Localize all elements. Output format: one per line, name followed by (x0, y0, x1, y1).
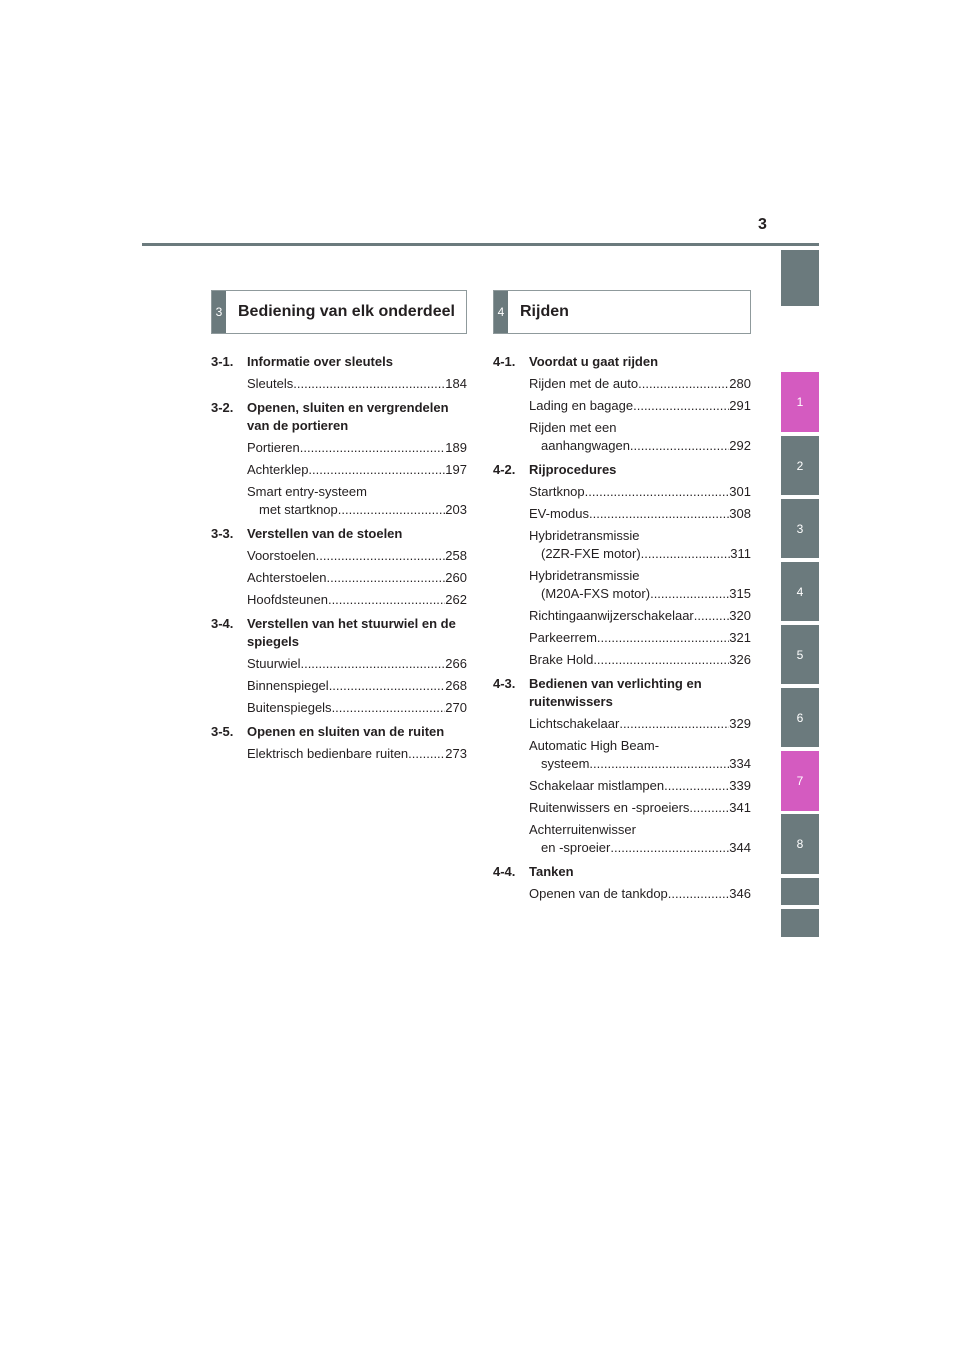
toc-entry[interactable] (247, 483, 467, 519)
header-rule (142, 243, 819, 246)
page-reference: 321 (729, 630, 751, 645)
entry-title: Hybridetransmissie (529, 568, 640, 583)
entry-title: Sleutels (247, 376, 294, 391)
dot-leader (630, 437, 729, 455)
toc-entry[interactable] (247, 569, 467, 587)
page-reference: 292 (729, 438, 751, 453)
section-title: Informatie over sleutels (247, 354, 393, 369)
chapter-column-4 (493, 290, 751, 903)
section-title: Voordat u gaat rijden (529, 354, 659, 369)
section-title: Verstellen van de stoelen (247, 526, 403, 541)
entry-title: Voorstoelen (247, 548, 316, 563)
entry-title: Rijden met de auto (529, 376, 639, 391)
toc-entry[interactable] (529, 651, 751, 669)
dot-leader (610, 839, 729, 857)
entry-title-continued (529, 755, 751, 773)
section-number: 4-1. (493, 354, 516, 369)
page-reference: 341 (729, 800, 751, 815)
entry-title: Buitenspiegels (247, 700, 332, 715)
sidebar-tab-5[interactable]: 5 (781, 625, 819, 684)
dot-leader (694, 607, 730, 625)
section-title: Rijprocedures (529, 462, 617, 477)
entry-title: EV-modus (529, 506, 589, 521)
toc-entry[interactable] (247, 439, 467, 457)
entry-title-continued (247, 501, 467, 519)
page-reference: 320 (729, 608, 751, 623)
page-reference: 308 (729, 506, 751, 521)
sidebar-tab-4[interactable]: 4 (781, 562, 819, 621)
toc-entry[interactable] (529, 397, 751, 415)
page-reference: 189 (445, 440, 467, 455)
dot-leader (327, 569, 446, 587)
entry-title-line2: met startknop (259, 502, 338, 517)
toc-section (211, 353, 467, 371)
toc-entry[interactable] (529, 715, 751, 733)
toc-entry[interactable] (247, 461, 467, 479)
toc-entry[interactable] (529, 419, 751, 455)
sidebar-tab-blank[interactable] (781, 878, 819, 905)
toc-entry[interactable] (529, 505, 751, 523)
sidebar-tab-7[interactable]: 7 (781, 751, 819, 811)
entry-title: Hybridetransmissie (529, 528, 640, 543)
entry-title-continued (529, 545, 751, 563)
dot-leader (293, 375, 445, 393)
toc-entry[interactable] (529, 527, 751, 563)
section-title: Bedienen van verlichting en ruitenwissers (529, 676, 702, 709)
entry-title: Lichtschakelaar (529, 716, 620, 731)
entry-title: Stuurwiel (247, 656, 301, 671)
dot-leader (593, 651, 729, 669)
dot-leader (329, 677, 446, 695)
dot-leader (308, 461, 445, 479)
dot-leader (664, 777, 729, 795)
toc-entry[interactable] (247, 655, 467, 673)
chapter-number-tab: 3 (212, 291, 226, 333)
entry-title: Schakelaar mistlampen (529, 778, 665, 793)
entry-title: Richtingaanwijzerschakelaar (529, 608, 694, 623)
entry-title-line2: systeem (541, 756, 590, 771)
section-number: 3-1. (211, 354, 234, 369)
page-reference: 273 (445, 746, 467, 761)
dot-leader (668, 885, 730, 903)
entry-title: Lading en bagage (529, 398, 634, 413)
toc-entry[interactable] (529, 737, 751, 773)
chapter-column-3 (211, 290, 467, 763)
toc-entry[interactable] (247, 677, 467, 695)
dot-leader (633, 397, 729, 415)
page-reference: 334 (729, 756, 751, 771)
toc-entry[interactable] (529, 821, 751, 857)
toc-entry[interactable] (247, 547, 467, 565)
page-reference: 268 (445, 678, 467, 693)
dot-leader (597, 629, 729, 647)
toc-entry[interactable] (247, 699, 467, 717)
page-reference: 346 (729, 886, 751, 901)
dot-leader (650, 585, 729, 603)
page-reference: 339 (729, 778, 751, 793)
dot-leader (619, 715, 729, 733)
page-reference: 266 (445, 656, 467, 671)
sidebar-tab-blank[interactable] (781, 909, 819, 937)
toc-section (493, 353, 751, 371)
entry-title: Achterruitenwisser (529, 822, 636, 837)
page-reference: 311 (730, 546, 751, 561)
toc-entry[interactable] (529, 567, 751, 603)
page-reference: 197 (445, 462, 467, 477)
entry-title: Openen van de tankdop (529, 886, 668, 901)
entry-title-line2: (2ZR-FXE motor) (541, 546, 641, 561)
toc-entry[interactable] (529, 799, 751, 817)
section-title: Openen, sluiten en vergrendelen van de portieren (247, 400, 449, 433)
chapter-title: Bediening van elk onderdeel (238, 303, 455, 320)
toc-entry[interactable] (247, 745, 467, 763)
dot-leader (638, 375, 729, 393)
toc-section (211, 525, 467, 543)
section-number: 4-4. (493, 864, 516, 879)
entry-title: Automatic High Beam- (529, 738, 660, 753)
toc-entry[interactable] (529, 629, 751, 647)
chapter-header (493, 290, 751, 334)
page-reference: 301 (729, 484, 751, 499)
dot-leader (585, 483, 730, 501)
dot-leader (589, 755, 729, 773)
dot-leader (641, 545, 731, 563)
sidebar-tab-1[interactable]: 1 (781, 372, 819, 432)
toc-entry[interactable] (529, 483, 751, 501)
dot-leader (300, 655, 445, 673)
page-reference: 280 (729, 376, 751, 391)
dot-leader (316, 547, 446, 565)
chapter-title: Rijden (520, 303, 569, 320)
page-reference: 184 (445, 376, 467, 391)
entry-title: Binnenspiegel (247, 678, 329, 693)
entry-title: Portieren (247, 440, 300, 455)
entry-title-continued (529, 585, 751, 603)
entry-title: Parkeerrem (529, 630, 597, 645)
entry-title: Smart entry-systeem (247, 484, 367, 499)
entry-title-line2: (M20A-FXS motor) (541, 586, 651, 601)
dot-leader (338, 501, 446, 519)
page-number: 3 (758, 216, 767, 233)
toc-entry[interactable] (529, 885, 751, 903)
entry-title-line2: en -sproeier (541, 840, 611, 855)
page-reference: 315 (729, 586, 751, 601)
page-reference: 270 (445, 700, 467, 715)
toc-section (211, 615, 467, 651)
dot-leader (328, 591, 445, 609)
entry-title-line2: aanhangwagen (541, 438, 630, 453)
section-title: Openen en sluiten van de ruiten (247, 724, 445, 739)
toc-section (493, 461, 751, 479)
page-reference: 329 (729, 716, 751, 731)
sidebar-tab-8[interactable]: 8 (781, 814, 819, 874)
toc-section (493, 863, 751, 881)
chapter-header (211, 290, 467, 334)
sidebar-tab-blank[interactable] (781, 250, 819, 306)
page-reference: 326 (729, 652, 751, 667)
entry-title: Startknop (529, 484, 585, 499)
section-number: 4-2. (493, 462, 516, 477)
toc-entry[interactable] (529, 607, 751, 625)
toc-section (493, 675, 751, 711)
page-reference: 203 (445, 502, 467, 517)
section-number: 3-2. (211, 400, 234, 415)
toc-entry[interactable] (247, 375, 467, 393)
dot-leader (300, 439, 446, 457)
page-reference: 258 (445, 548, 467, 563)
toc-entry[interactable] (529, 375, 751, 393)
page-reference: 262 (445, 592, 467, 607)
dot-leader (589, 505, 729, 523)
section-number: 4-3. (493, 676, 516, 691)
toc-section (211, 723, 467, 741)
dot-leader (332, 699, 446, 717)
page-reference: 291 (729, 398, 751, 413)
section-title: Verstellen van het stuurwiel en de spiegels (247, 616, 456, 649)
section-title: Tanken (529, 864, 574, 879)
sidebar-tab-3[interactable]: 3 (781, 499, 819, 558)
entry-title: Rijden met een (529, 420, 617, 435)
entry-title: Achterklep (247, 462, 309, 477)
section-number: 3-4. (211, 616, 234, 631)
entry-title: Achterstoelen (247, 570, 327, 585)
table-of-contents (211, 353, 467, 763)
page-reference: 344 (729, 840, 751, 855)
chapter-number-tab: 4 (494, 291, 508, 333)
toc-entry[interactable] (529, 777, 751, 795)
sidebar-tab-6[interactable]: 6 (781, 688, 819, 747)
entry-title: Brake Hold (529, 652, 594, 667)
toc-section (211, 399, 467, 435)
toc-entry[interactable] (247, 591, 467, 609)
entry-title: Elektrisch bedienbare ruiten (247, 746, 409, 761)
entry-title: Hoofdsteunen (247, 592, 328, 607)
entry-title-continued (529, 437, 751, 455)
section-number: 3-3. (211, 526, 234, 541)
page-reference: 260 (445, 570, 467, 585)
table-of-contents (493, 353, 751, 903)
dot-leader (408, 745, 445, 763)
section-number: 3-5. (211, 724, 234, 739)
dot-leader (689, 799, 729, 817)
entry-title-continued (529, 839, 751, 857)
sidebar-tab-2[interactable]: 2 (781, 436, 819, 495)
entry-title: Ruitenwissers en -sproeiers (529, 800, 690, 815)
